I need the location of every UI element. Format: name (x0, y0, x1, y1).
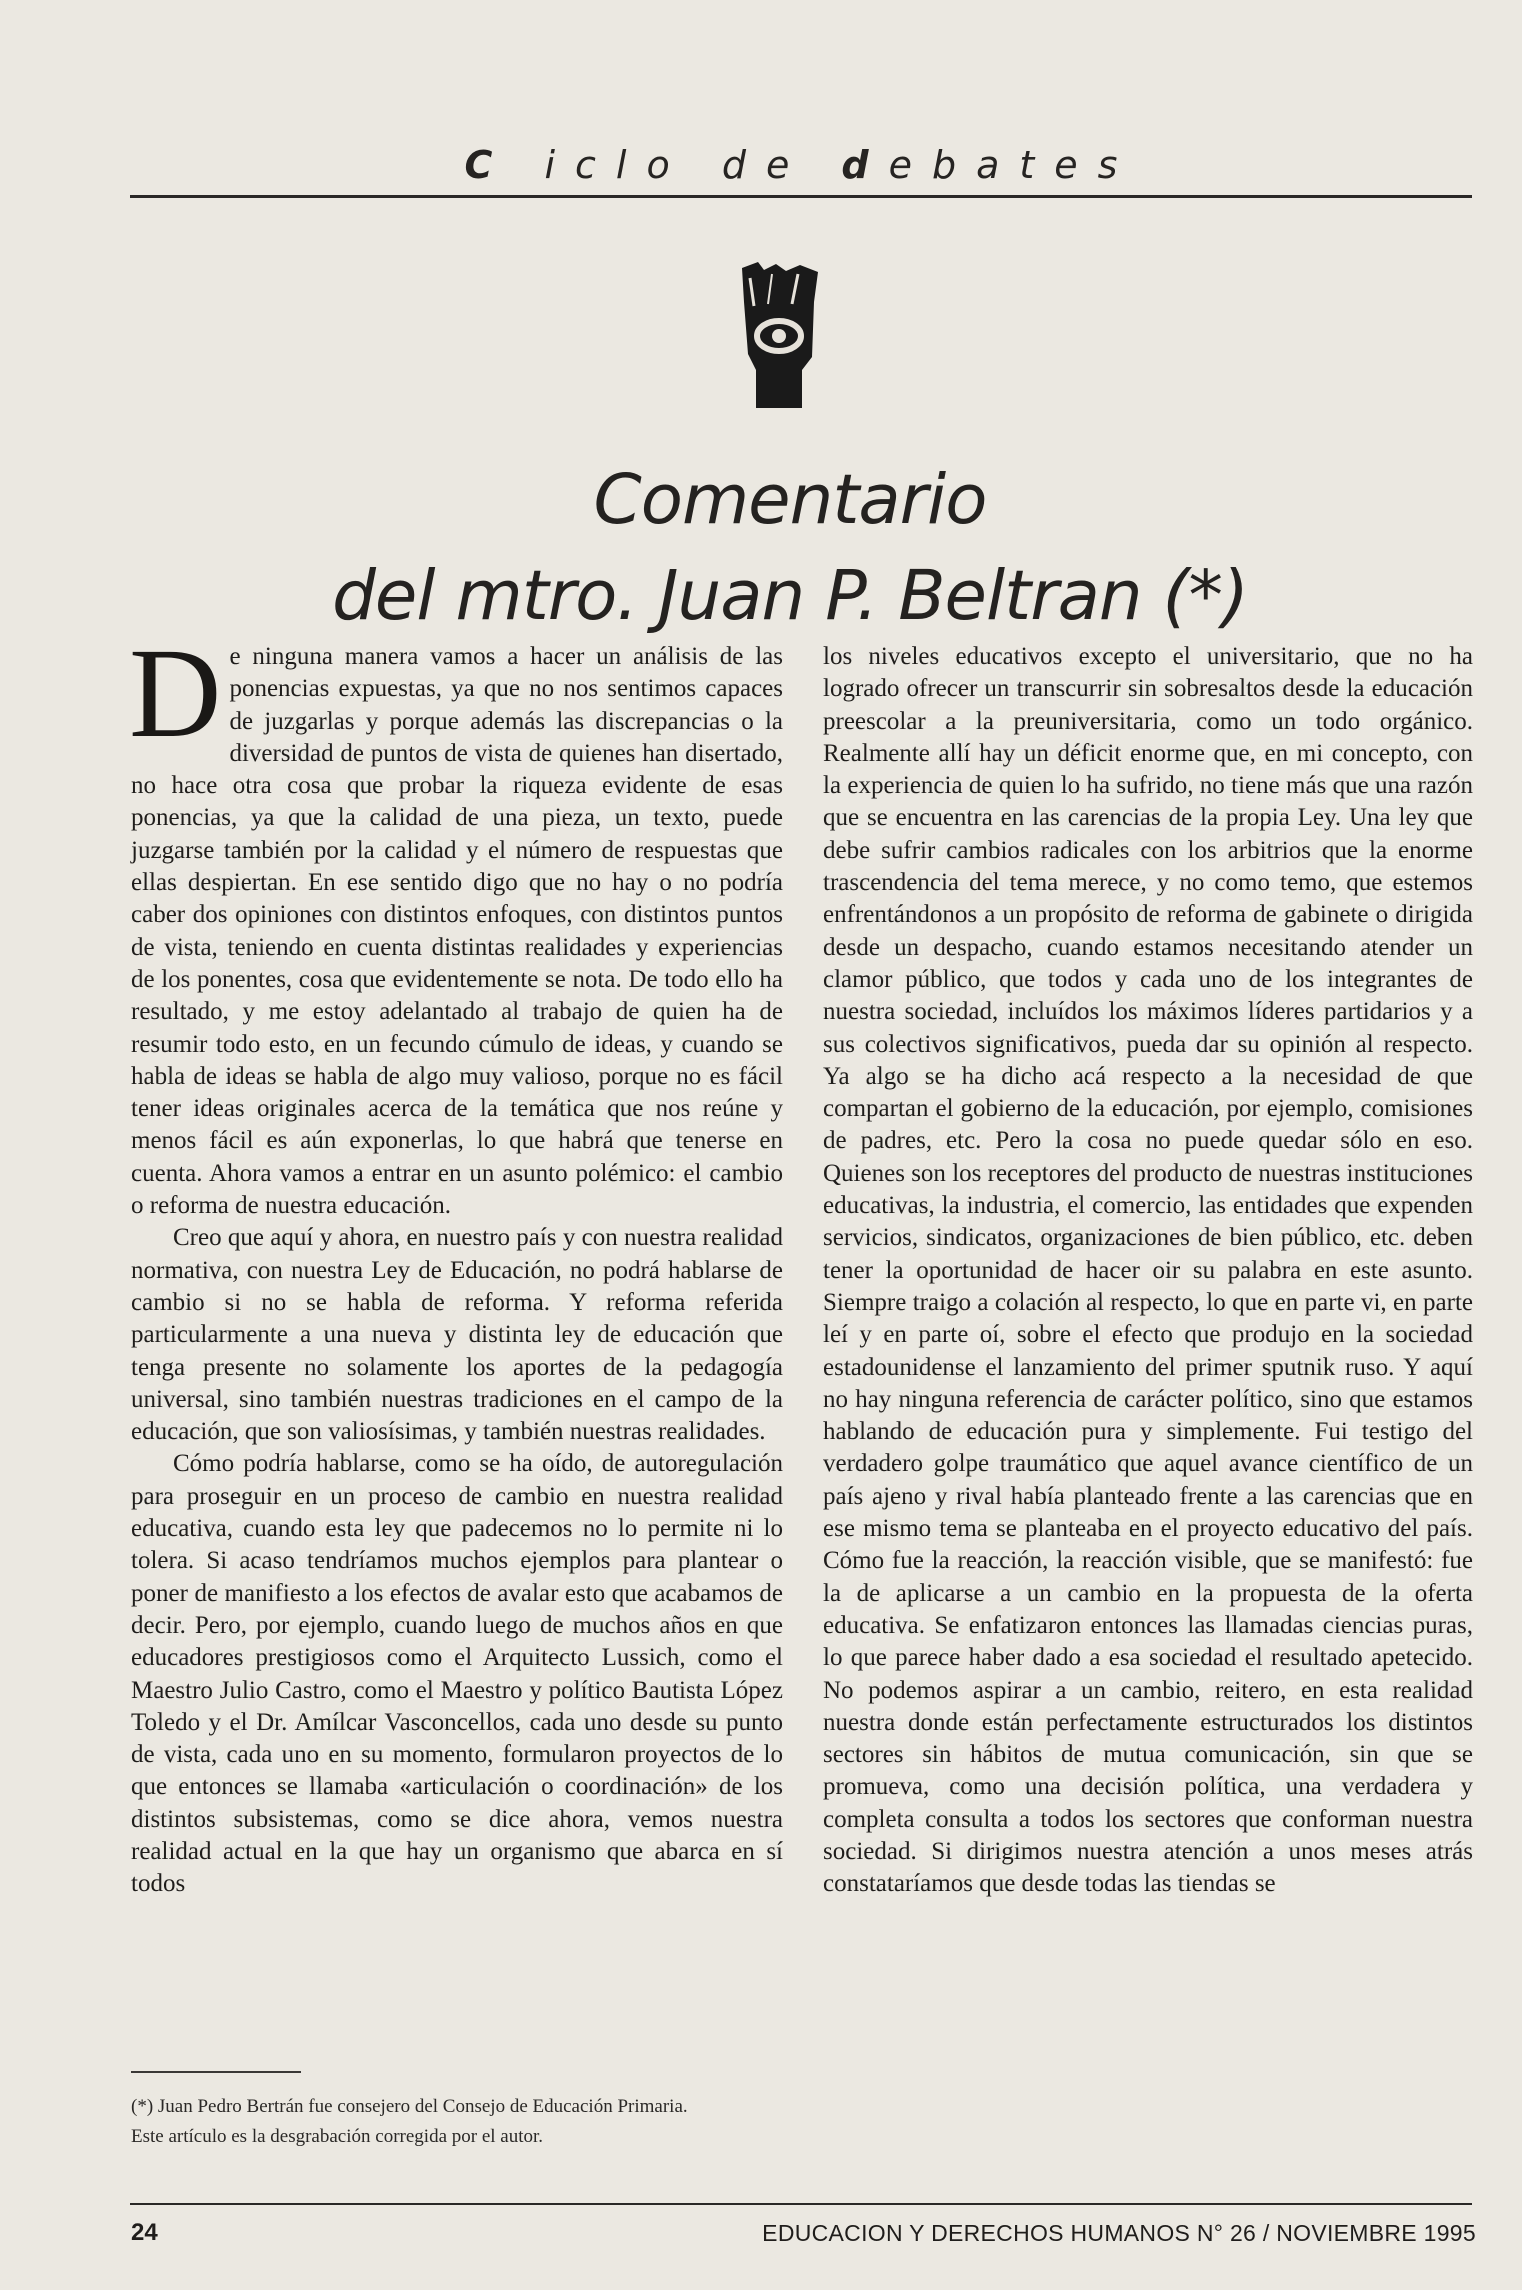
paragraph-2: Creo que aquí y ahora, en nuestro país y con nuestra realidad normativa, con nuestra Ley de Educación, no podrá hablarse de cambio si no se habla de reforma. Y reforma referida particularmente a una nueva y distinta ley de educación que tenga presente no solamente los aportes de la pedagogía universal, sino también nuestras tradiciones en el campo de la educación, que son valiosísimas, y también nuestras realidades. (131, 1224, 783, 1446)
journal-info: EDUCACION Y DERECHOS HUMANOS N° 26 / NOVIEMBRE 1995 (762, 2220, 1476, 2246)
header-bold-letter: d (841, 143, 889, 187)
page-number: 24 (131, 2219, 158, 2246)
footnote-rule (131, 2071, 301, 2073)
title-line-1: Comentario (593, 460, 987, 540)
eye-in-mask-icon (742, 262, 818, 408)
header-rule (130, 195, 1472, 198)
footnote-author: (*) Juan Pedro Bertrán fue consejero del Consejo de Educación Primaria. (131, 2096, 688, 2117)
title-line-2: del mtro. Juan P. Beltran (*) (332, 556, 1248, 636)
paragraph-1 (129, 622, 783, 1222)
footer-rule (130, 2203, 1472, 2205)
right-column (823, 641, 1473, 1901)
header-initial: C (464, 143, 513, 187)
footnote-transcription: Este artículo es la desgrabación corregida por el autor. (131, 2126, 544, 2147)
paragraph-4: los niveles educativos excepto el universitario, que no ha logrado ofrecer un transcurrir sin sobresaltos desde la educación preescolar a la preuniversitaria, como un todo orgánico. Realmente allí hay un déficit enorme que, en mi concepto, con la experiencia de quien lo ha sufrido, no tiene más que una razón que se encuentra en las carencias de la propia Ley. Una ley que debe sufrir cambios radicales con los arbitrios que la enorme trascendencia del tema merece, y no como temo, que estemos enfrentándonos a un propósito de reforma de gabinete o dirigida desde un despacho, cuando estamos necesitando atender un clamor público, que todos y cada uno de los integrantes de nuestra sociedad, incluídos los máximos líderes partidarios y a sus colectivos significativos, pueda dar su opinión al respecto. Ya algo se ha dicho acá respecto a la necesidad de que compartan el gobierno de la educación, por ejemplo, comisiones de padres, etc. Pero la cosa no puede quedar sólo en eso. Quienes son los receptores del producto de nuestras instituciones educativas, la industria, el comercio, las entidades que expenden servicios, sindicatos, organizaciones de bien público, etc. deben tener la oportunidad de hacer oir su palabra en este asunto. Siempre traigo a colación al respecto, lo que en parte vi, en parte leí y en parte oí, sobre el efecto que produjo en la sociedad estadounidense el lanzamiento del primer sputnik ruso. Y aquí no hay ninguna referencia de carácter político, sino que estamos hablando de educación pura y simplemente. Fui testigo del verdadero golpe traumático que aquel avance científico de un país ajeno y rival había planteado frente a las carencias que en ese mismo tema se planteaba en el proyecto educativo del país. Cómo fue la reacción, la reacción visible, que se manifestó: fue la de aplicarse a un cambio en la propuesta de la oferta educativa. Se enfatizaron entonces las llamadas ciencias puras, lo que parece haber dado a esa sociedad el resultado apetecido. No podemos aspirar a un cambio, reitero, en esta realidad nuestra donde están perfectamente estructurados los distintos sectores sin hábitos de mutua comunicación, sin que se promueva, como una decisión política, una verdadera y completa consulta a todos los sectores que conforman nuestra sociedad. Si dirigimos nuestra atención a unos meses atrás constataríamos que desde todas las tiendas se (823, 643, 1473, 1898)
section-header (130, 140, 1472, 190)
paragraph-3: Cómo podría hablarse, como se ha oído, de autoregulación para proseguir en un proceso de cambio en nuestra realidad educativa, cuando esta ley que padecemos no lo permite ni lo tolera. Si acaso tendríamos muchos ejemplos para plantear o poner de manifiesto a los efectos de avalar esto que acabamos de decir. Pero, por ejemplo, cuando luego de muchos años en que educadores prestigiosos como el Arquitecto Lussich, como el Maestro Julio Castro, como el Maestro y político Bautista López Toledo y el Dr. Amílcar Vasconcellos, cada uno desde su punto de vista, cada uno en su momento, formularon proyectos de lo que entonces se llamaba «articulación o coordinación» de los distintos subsistemas, como se dice ahora, vemos nuestra realidad actual en la que hay un organismo que abarca en sí todos (131, 1450, 783, 1898)
left-column (129, 622, 783, 1901)
header-text-middle: iclo de (544, 143, 842, 187)
article-title (230, 452, 1350, 644)
paragraph-1-text: e ninguna manera vamos a hacer un análisis de las ponencias expuestas, ya que no nos sentimos capaces de juzgarlas y porque además las discrepancias o la diversidad de puntos de vista de quienes han disertado, no hace otra cosa que probar la riqueza evidente de esas ponencias, ya que la calidad de una pieza, un texto, puede juzgarse también por la calidad y el número de respuestas que ellas despiertan. En ese sentido digo que no hay o no podría caber dos opiniones con distintos enfoques, con distintos puntos de vista, teniendo en cuenta distintas realidades y experiencias de los ponentes, cosa que evidentemente se nota. De todo ello ha resultado, y me estoy adelantado al trabajo de quien ha de resumir todo esto, en un fecundo cúmulo de ideas, y cuando se habla de ideas se habla de algo muy valioso, porque no es fácil tener ideas originales acerca de la temática que nos reúne y menos fácil es aún exponerlas, lo que habrá que tenerse en cuenta. Ahora vamos a entrar en un asunto polémico: el cambio o reforma de nuestra educación. (131, 643, 783, 1220)
header-text-after: ebates (888, 143, 1138, 187)
drop-cap: D (129, 622, 222, 764)
